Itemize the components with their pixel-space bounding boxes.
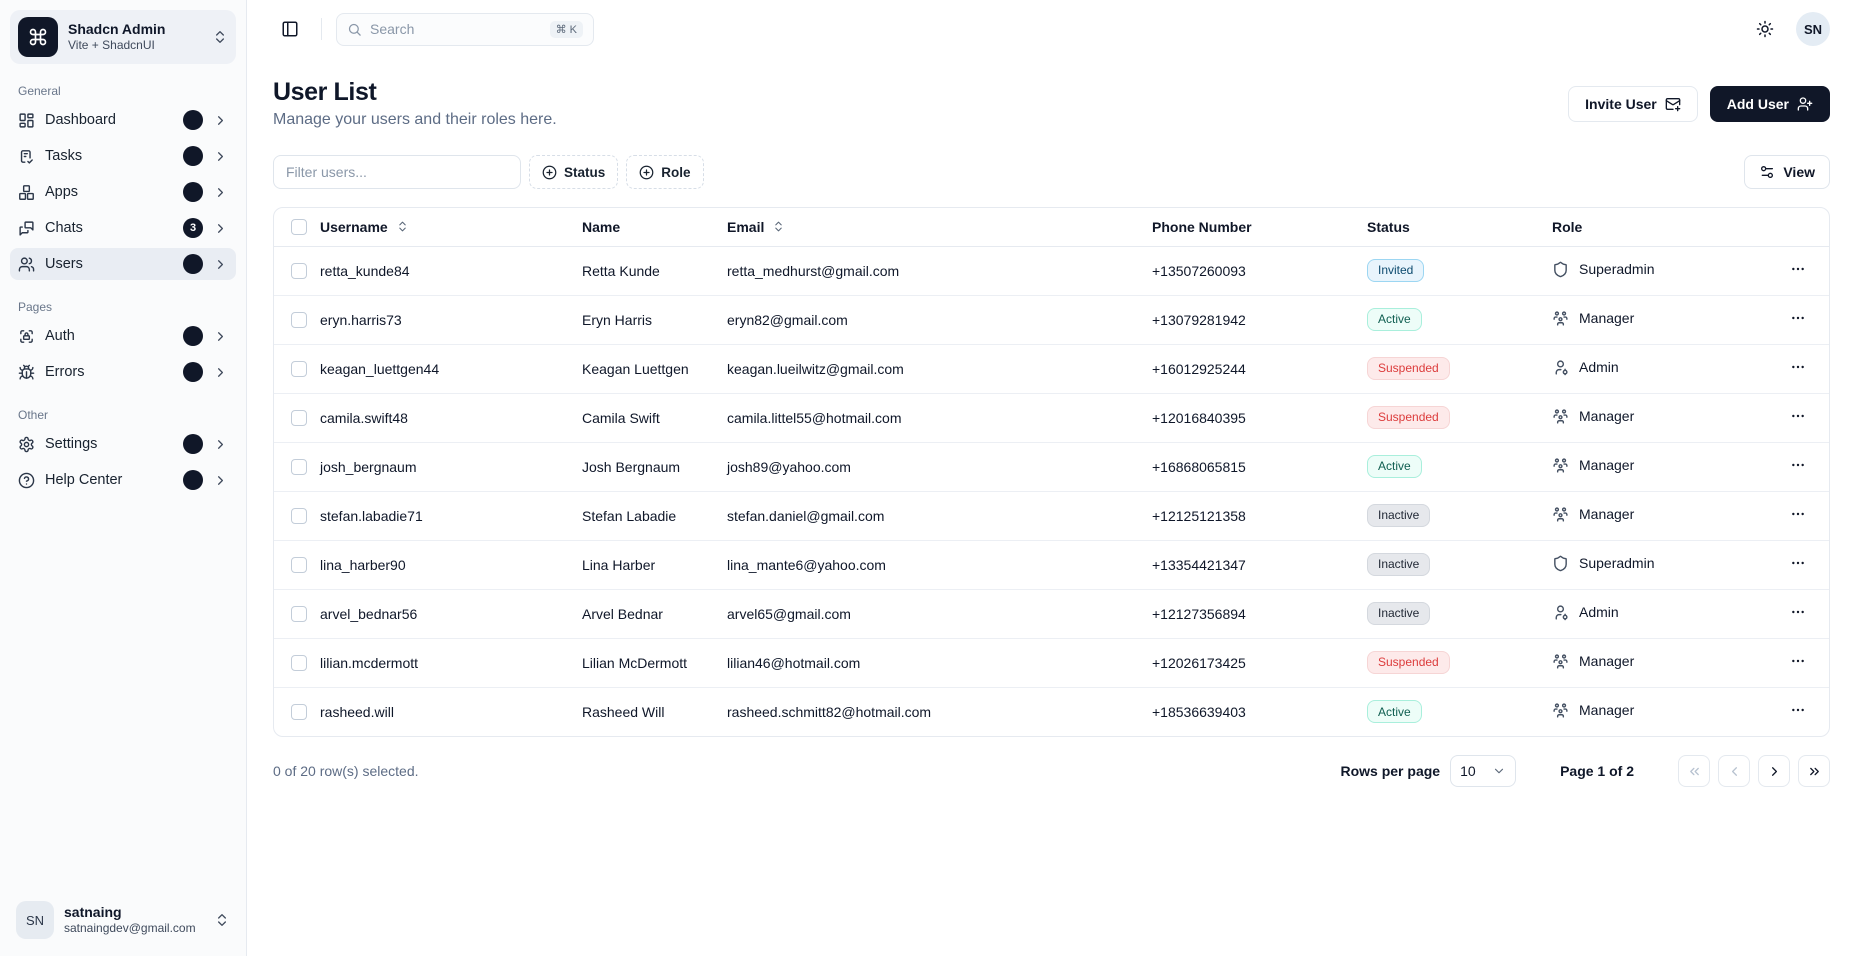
tasks-icon xyxy=(18,148,35,165)
table-row xyxy=(274,246,1829,295)
cell-username: lilian.mcdermott xyxy=(320,654,419,671)
cell-name: Stefan Labadie xyxy=(582,507,677,524)
profile-avatar-button[interactable]: SN xyxy=(1796,12,1830,46)
cell-username: camila.swift48 xyxy=(320,409,408,426)
user-email: satnaingdev@gmail.com xyxy=(64,921,196,936)
table-row xyxy=(274,442,1829,491)
cell-role: Manager xyxy=(1579,408,1635,424)
status-badge: Inactive xyxy=(1367,504,1430,527)
more-horizontal-icon xyxy=(1790,408,1806,424)
cell-email: stefan.daniel@gmail.com xyxy=(727,507,885,524)
last-page-button[interactable] xyxy=(1798,755,1830,787)
column-header-status: Status xyxy=(1367,218,1410,235)
chevron-right-icon xyxy=(213,365,228,380)
page-subtitle: Manage your users and their roles here. xyxy=(273,111,557,128)
cell-phone: +18536639403 xyxy=(1152,703,1246,720)
cell-name: Lina Harber xyxy=(582,556,656,573)
topbar xyxy=(247,0,1856,58)
cell-email: retta_medhurst@gmail.com xyxy=(727,262,900,279)
sidebar-section-label: General xyxy=(18,84,61,98)
users-group-icon xyxy=(1552,653,1569,670)
cell-role: Admin xyxy=(1579,604,1619,620)
more-horizontal-icon xyxy=(1790,702,1806,718)
cell-username: arvel_bednar56 xyxy=(320,605,418,622)
apps-icon xyxy=(18,184,35,201)
sort-icon[interactable] xyxy=(396,220,409,233)
brand-subtitle: Vite + ShadcnUI xyxy=(68,38,155,53)
sidebar-user-menu[interactable] xyxy=(10,894,236,946)
row-checkbox[interactable] xyxy=(291,606,307,622)
notification-badge: 3 xyxy=(183,218,203,238)
cell-email: arvel65@gmail.com xyxy=(727,605,851,622)
cell-username: retta_kunde84 xyxy=(320,262,410,279)
sidebar-toggle-button[interactable] xyxy=(273,12,307,46)
table-row xyxy=(274,687,1829,736)
table-row xyxy=(274,393,1829,442)
cell-email: keagan.lueilwitz@gmail.com xyxy=(727,360,904,377)
column-header-phone: Phone Number xyxy=(1152,218,1252,235)
user-cog-icon xyxy=(1552,604,1569,621)
cell-name: Lilian McDermott xyxy=(582,654,688,671)
status-badge: Suspended xyxy=(1367,651,1450,674)
more-horizontal-icon xyxy=(1790,653,1806,669)
row-actions-button[interactable] xyxy=(1784,502,1812,530)
cell-role: Manager xyxy=(1579,310,1635,326)
row-actions-button[interactable] xyxy=(1784,600,1812,628)
dashboard-icon xyxy=(18,112,35,129)
cell-name: Josh Bergnaum xyxy=(582,458,681,475)
chevron-left-icon xyxy=(1727,764,1742,779)
chevron-right-icon xyxy=(213,437,228,452)
sidebar-section-label: Other xyxy=(18,408,49,422)
cell-username: rasheed.will xyxy=(320,703,394,720)
cell-email: camila.littel55@hotmail.com xyxy=(727,409,902,426)
filter-users-input[interactable] xyxy=(273,155,521,189)
main-area xyxy=(247,0,1856,956)
table-row xyxy=(274,344,1829,393)
more-horizontal-icon xyxy=(1790,261,1806,277)
row-actions-button[interactable] xyxy=(1784,257,1812,285)
help-icon xyxy=(18,472,35,489)
cell-username: eryn.harris73 xyxy=(320,311,402,328)
cell-username: lina_harber90 xyxy=(320,556,406,573)
row-checkbox[interactable] xyxy=(291,704,307,720)
row-checkbox[interactable] xyxy=(291,263,307,279)
chevron-right-icon xyxy=(213,473,228,488)
cell-role: Manager xyxy=(1579,653,1635,669)
users-group-icon xyxy=(1552,457,1569,474)
row-checkbox[interactable] xyxy=(291,312,307,328)
team-switcher[interactable] xyxy=(10,10,236,64)
chevron-down-icon xyxy=(1492,764,1506,778)
cell-phone: +12125121358 xyxy=(1152,507,1246,524)
table-row xyxy=(274,491,1829,540)
users-group-icon xyxy=(1552,702,1569,719)
notification-badge xyxy=(183,434,203,454)
circle-plus-icon xyxy=(542,165,557,180)
view-options-button[interactable]: View xyxy=(1744,155,1830,189)
sidebar-item-apps[interactable]: Apps xyxy=(10,176,236,208)
next-page-button[interactable] xyxy=(1758,755,1790,787)
sidebar-item-auth[interactable]: Auth xyxy=(10,320,236,352)
cell-role: Admin xyxy=(1579,359,1619,375)
sidebar xyxy=(0,0,247,956)
cell-email: lina_mante6@yahoo.com xyxy=(727,556,886,573)
users-group-icon xyxy=(1552,310,1569,327)
brand-logo xyxy=(18,17,58,57)
cell-role: Superadmin xyxy=(1579,261,1655,277)
cell-name: Arvel Bednar xyxy=(582,605,663,622)
sidebar-item-settings[interactable]: Settings xyxy=(10,428,236,460)
sidebar-item-errors[interactable]: Errors xyxy=(10,356,236,388)
user-name: satnaing xyxy=(64,904,122,921)
row-actions-button[interactable] xyxy=(1784,355,1812,383)
cell-email: josh89@yahoo.com xyxy=(727,458,851,475)
notification-badge xyxy=(183,362,203,382)
sidebar-item-users[interactable]: Users xyxy=(10,248,236,280)
rows-per-page-label: Rows per page xyxy=(1340,763,1441,779)
shield-icon xyxy=(1552,261,1569,278)
cell-phone: +12127356894 xyxy=(1152,605,1246,622)
sidebar-item-help-center[interactable]: Help Center xyxy=(10,464,236,496)
command-icon xyxy=(28,27,48,47)
cell-name: Rasheed Will xyxy=(582,703,665,720)
lock-access-icon xyxy=(18,328,35,345)
more-horizontal-icon xyxy=(1790,457,1806,473)
cell-name: Keagan Luettgen xyxy=(582,360,689,377)
sidebar-item-tasks[interactable]: Tasks xyxy=(10,140,236,172)
more-horizontal-icon xyxy=(1790,604,1806,620)
row-actions-button[interactable] xyxy=(1784,551,1812,579)
page-content xyxy=(247,58,1856,956)
more-horizontal-icon xyxy=(1790,555,1806,571)
panel-left-icon xyxy=(281,20,299,38)
divider xyxy=(321,18,322,40)
row-actions-button[interactable] xyxy=(1784,306,1812,334)
chevrons-up-down-icon xyxy=(212,29,228,45)
cell-email: rasheed.schmitt82@hotmail.com xyxy=(727,703,932,720)
chevron-right-icon xyxy=(213,149,228,164)
cell-email: eryn82@gmail.com xyxy=(727,311,848,328)
chevron-right-icon xyxy=(213,221,228,236)
notification-badge xyxy=(183,254,203,274)
cell-role: Manager xyxy=(1579,457,1635,473)
row-checkbox[interactable] xyxy=(291,508,307,524)
cell-role: Manager xyxy=(1579,506,1635,522)
sidebar-item-dashboard[interactable]: Dashboard xyxy=(10,104,236,136)
cell-username: keagan_luettgen44 xyxy=(320,360,440,377)
status-badge: Inactive xyxy=(1367,553,1430,576)
status-badge: Active xyxy=(1367,308,1422,331)
cell-phone: +16868065815 xyxy=(1152,458,1246,475)
notification-badge xyxy=(183,146,203,166)
sidebar-item-chats[interactable]: Chats 3 xyxy=(10,212,236,244)
sidebar-section xyxy=(10,300,236,388)
row-actions-button[interactable] xyxy=(1784,698,1812,726)
search-icon xyxy=(347,22,362,37)
table-row xyxy=(274,540,1829,589)
mail-plus-icon xyxy=(1665,96,1681,112)
cell-phone: +13354421347 xyxy=(1152,556,1246,573)
cell-phone: +16012925244 xyxy=(1152,360,1246,377)
cell-role: Superadmin xyxy=(1579,555,1655,571)
users-group-icon xyxy=(1552,408,1569,425)
row-checkbox[interactable] xyxy=(291,410,307,426)
column-header-name: Name xyxy=(582,218,621,235)
more-horizontal-icon xyxy=(1790,310,1806,326)
chevron-right-icon xyxy=(213,329,228,344)
notification-badge xyxy=(183,182,203,202)
role-filter-button[interactable]: Role xyxy=(626,155,703,189)
table-footer xyxy=(273,755,1830,807)
more-horizontal-icon xyxy=(1790,359,1806,375)
cell-phone: +13507260093 xyxy=(1152,262,1246,279)
rows-per-page-select[interactable]: 10 xyxy=(1450,755,1516,787)
table-toolbar xyxy=(273,155,1830,189)
column-header-email: Email xyxy=(727,218,765,235)
row-actions-button[interactable] xyxy=(1784,404,1812,432)
circle-plus-icon xyxy=(639,165,654,180)
brand-name: Shadcn Admin xyxy=(68,20,166,37)
search-kbd-shortcut: ⌘ K xyxy=(550,21,583,38)
status-badge: Suspended xyxy=(1367,357,1450,380)
first-page-button[interactable] xyxy=(1678,755,1710,787)
cell-name: Eryn Harris xyxy=(582,311,653,328)
page-title: User List xyxy=(273,78,377,106)
row-checkbox[interactable] xyxy=(291,557,307,573)
cell-username: stefan.labadie71 xyxy=(320,507,423,524)
column-header-role: Role xyxy=(1552,218,1583,235)
notification-badge xyxy=(183,326,203,346)
user-cog-icon xyxy=(1552,359,1569,376)
search-input[interactable] xyxy=(336,13,594,46)
cell-phone: +12026173425 xyxy=(1152,654,1246,671)
chevrons-left-icon xyxy=(1687,764,1702,779)
previous-page-button[interactable] xyxy=(1718,755,1750,787)
chevron-right-icon xyxy=(213,113,228,128)
status-badge: Active xyxy=(1367,700,1422,723)
page-indicator: Page 1 of 2 xyxy=(1560,763,1634,779)
notification-badge xyxy=(183,470,203,490)
notification-badge xyxy=(183,110,203,130)
users-group-icon xyxy=(1552,506,1569,523)
cell-role: Manager xyxy=(1579,702,1635,719)
cell-name: Camila Swift xyxy=(582,409,660,426)
chevrons-up-down-icon xyxy=(214,912,230,928)
row-checkbox[interactable] xyxy=(291,361,307,377)
sun-icon xyxy=(1756,20,1774,38)
chevron-right-icon xyxy=(213,257,228,272)
users-icon xyxy=(18,256,35,273)
sidebar-section xyxy=(10,84,236,280)
chevrons-right-icon xyxy=(1807,764,1822,779)
status-badge: Suspended xyxy=(1367,406,1450,429)
status-badge: Inactive xyxy=(1367,602,1430,625)
select-all-checkbox[interactable] xyxy=(291,219,307,235)
status-filter-button[interactable]: Status xyxy=(529,155,618,189)
chevron-right-icon xyxy=(213,185,228,200)
cell-name: Retta Kunde xyxy=(582,262,660,279)
add-user-button[interactable]: Add User xyxy=(1710,86,1830,122)
table-row xyxy=(274,638,1829,687)
sort-icon[interactable] xyxy=(772,220,785,233)
search-placeholder: Search xyxy=(370,21,415,37)
sidebar-section xyxy=(10,408,236,496)
table-header-row xyxy=(274,208,1829,246)
row-checkbox[interactable] xyxy=(291,655,307,671)
user-plus-icon xyxy=(1797,96,1813,112)
theme-toggle-button[interactable] xyxy=(1748,12,1782,46)
table-row xyxy=(274,589,1829,638)
cell-username: josh_bergnaum xyxy=(320,458,417,475)
sidebar-section-label: Pages xyxy=(18,300,53,314)
more-horizontal-icon xyxy=(1790,506,1806,522)
page-header xyxy=(273,78,1830,129)
row-actions-button[interactable] xyxy=(1784,453,1812,481)
users-table xyxy=(273,207,1830,737)
bug-icon xyxy=(18,364,35,381)
column-header-username: Username xyxy=(320,218,388,235)
chevron-right-icon xyxy=(1767,764,1782,779)
row-actions-button[interactable] xyxy=(1784,649,1812,677)
row-checkbox[interactable] xyxy=(291,459,307,475)
selection-status: 0 of 20 row(s) selected. xyxy=(273,763,419,779)
sidebar-nav xyxy=(10,64,236,496)
chats-icon xyxy=(18,220,35,237)
table-row xyxy=(274,295,1829,344)
avatar: SN xyxy=(16,901,54,939)
invite-user-button[interactable]: Invite User xyxy=(1568,86,1698,122)
cell-phone: +12016840395 xyxy=(1152,409,1246,426)
settings-icon xyxy=(18,436,35,453)
shield-icon xyxy=(1552,555,1569,572)
status-badge: Active xyxy=(1367,455,1422,478)
sliders-icon xyxy=(1759,164,1775,180)
cell-email: lilian46@hotmail.com xyxy=(727,654,861,671)
cell-phone: +13079281942 xyxy=(1152,311,1246,328)
status-badge: Invited xyxy=(1367,259,1424,282)
